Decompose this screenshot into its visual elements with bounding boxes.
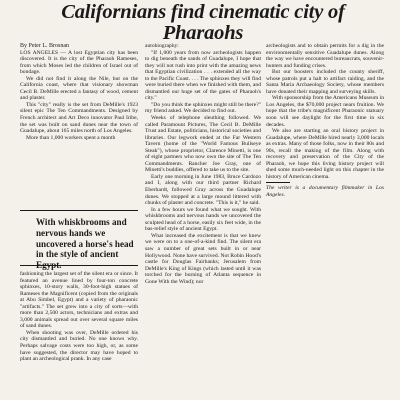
author-credit: The writer is a documentary filmmaker in Los Angeles. — [266, 185, 384, 199]
byline: By Peter L. Brosnan — [20, 43, 69, 49]
paragraph: But our boosters included the county sheriff, whose patrols put a halt to artifact raiding, and the Santa Maria Archaeology Society, whose members have donated their mapping and surveying skills. — [266, 69, 384, 95]
paragraph: This "city" really is the set from DeMille's 1923 silent epic The Ten Commandments. Designed by French architect and Art Deco innovator Paul Iribe, the set was built on sand dunes near the town of Guadalupe, about 165 miles north of Los Angeles. — [20, 101, 138, 135]
paragraph: We also are starting an oral history project in Guadalupe, where DeMille hired nearly 3,000 locals as extras. Many of those folks, now in their 80s and 90s, recall the making of the film. Along with recovery and preservation of the City of the Pharaoh, we hope this living history project will shed some much-needed light on this chapter in the history of American cinema. — [266, 128, 384, 180]
article-column-1-continued — [20, 271, 138, 363]
paragraph: "If 1,000 years from now archeologists happen to dig beneath the sands of Guadalupe, I hope that they will not rush into print with the amazing news that Egyptian civilization . . . extended all the way to the Pacific Coast. . . . The sphinxes they will find were buried there when we finished with them, and dismantled our huge set of the gates of Pharaoh's city." — [145, 49, 261, 102]
article-column-2 — [145, 43, 261, 285]
paragraph: fashioning the largest set of the silent era or since. It featured an avenue lined by four-ton concrete sphinxes, 10-story walls, 30-foot-high statues of Rameses the Magnificent (copied from the originals at Abu Simbel, Egypt) and a variety of pharaonic "artifacts." The set grew into a city of sorts—with more than 2,500 actors, technicians and extras and 3,000 animals spread out over several square miles of sand dunes. — [20, 271, 138, 330]
paragraph: LOS ANGELES — A lost Egyptian city has been discovered. It is the city of the Pharaoh Rameses, from which Moses led the children of Israel out of bondage. — [20, 49, 138, 76]
article-column-3 — [266, 43, 384, 199]
paragraph: Early one morning in June 1983, Bruce Cardozo and I, along with our third partner Richard Eberhardt, followed Gray across the Guadalupe dunes. We stopped at a large mound littered with chunks of plaster and concrete. "This is it," he said. — [145, 173, 261, 207]
paragraph: What increased the excitement is that we knew we were on to a one-of-a-kind find. The silent era saw a number of great sets built in or near Hollywood. None have survived. Not Robin Hood's castle for Douglas Fairbanks; Jerusalem from DeMille's King of Kings (which lasted until it was torched for the burning of Atlanta sequence in Gone With the Wind); nor — [145, 232, 261, 285]
pull-quote-mark — [22, 213, 31, 263]
paragraph: In a few hours we found what we sought. With whiskbrooms and nervous hands we uncovered the sculpted head of a horse, easily six feet wide, in the bas-relief style of ancient Egypt. — [145, 206, 261, 233]
article-column-1 — [20, 43, 138, 141]
paragraph: We did not find it along the Nile, but on the California coast, where that visionary showman Cecil B. DeMille erected a fantasy of wood, cement and plaster. — [20, 75, 138, 102]
pull-quote-text: With whiskbrooms and nervous hands we uncovered a horse's head in the style of ancient Egypt. — [36, 217, 134, 271]
headline: Californians find cinematic city of Pharaohs — [61, 1, 345, 44]
paragraph: archeologists and to obtain permits for a dig in the environmentally sensitive Guadalupe dunes. Along the way we have encountered bureaucrats, souvenir-hunters and funding crises. — [266, 43, 384, 69]
paragraph: Weeks of telephone sleuthing followed. We called Paramount Pictures, The Cecil B. DeMille Trust and Estate, politicians, historical societies and libraries. Our legwork ended at the Far Western Tavern (home of the "World Famous Bullseye Steak"), whose proprietor, Clarence Minetti, is one of eight partners who now own the site of The Ten Commandments. Rancher Joe Gray, one of Minetti's buddies, offered to take us to the site. — [145, 115, 261, 174]
pull-quote-box — [20, 210, 138, 271]
paragraph: More than 1,000 workers spent a month — [26, 134, 116, 141]
paragraph: "Do you think the sphinxes might still be there?" my friend asked. We decided to find out. — [145, 101, 261, 115]
credit-divider — [266, 182, 290, 183]
paragraph: When shooting was over, DeMille ordered his city dismantled and buried. No one knows why. Perhaps salvage costs were too high, or, as some have suggested, the director may have hoped to plant an archeological prank. In any case — [20, 329, 138, 363]
paragraph: With sponsorship from the Americans Museum in Los Angeles, the $70,000 project nears fruition. We hope that the tribe's magnificent Pharaonic statuary soon will see daylight for the first time in six decades. — [266, 95, 384, 128]
paragraph: autobiography: — [145, 43, 179, 49]
